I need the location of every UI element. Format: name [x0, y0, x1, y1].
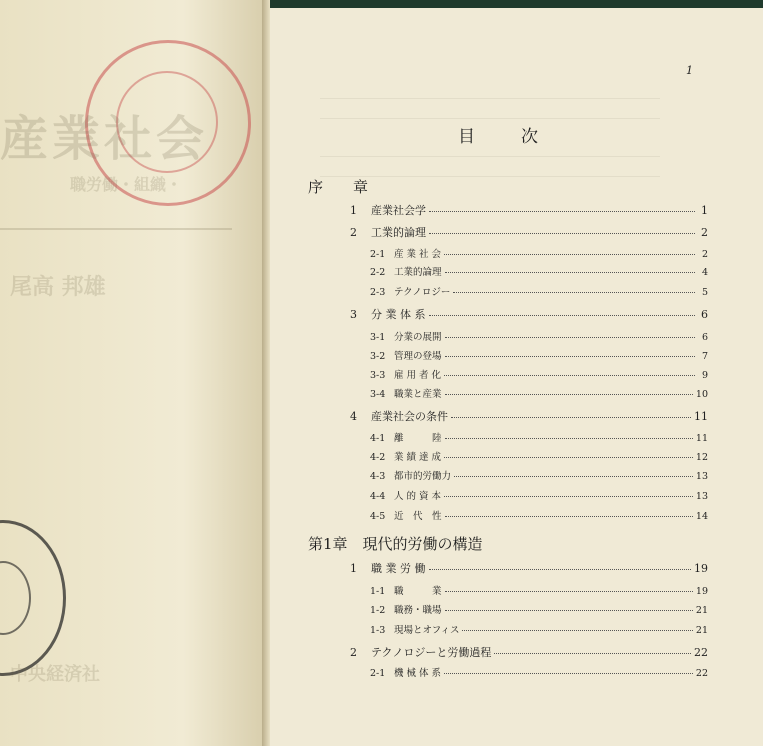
bleed-through-title: 産業社会 — [0, 111, 209, 167]
entry-label: 機 械 体 系 — [394, 668, 442, 679]
entry-label: 工業的論理 — [371, 226, 426, 239]
dot-leader — [445, 356, 695, 357]
chapter-heading: 序 章 — [308, 178, 369, 196]
entry-number: 2-3 — [370, 287, 386, 298]
dot-leader — [445, 610, 693, 611]
entry-number: 2 — [350, 646, 357, 659]
dot-leader — [444, 375, 695, 376]
entry-page: 9 — [701, 370, 708, 381]
bleed-through-line — [320, 118, 660, 119]
entry-number: 2-2 — [370, 267, 386, 278]
bleed-through-publisher: 中央経済社 — [10, 664, 100, 685]
entry-number: 3 — [350, 308, 357, 321]
dot-leader — [429, 315, 696, 316]
entry-label: 分 業 体 系 — [371, 308, 426, 321]
toc-entry — [370, 329, 708, 343]
toc-entry — [350, 560, 708, 576]
entry-number: 4 — [350, 410, 357, 423]
entry-number: 4-1 — [370, 433, 386, 444]
dot-leader — [494, 653, 691, 654]
entry-number: 4-3 — [370, 471, 386, 482]
entry-page: 10 — [695, 389, 708, 400]
dot-leader — [454, 476, 693, 477]
entry-label: 都市的労働力 — [394, 471, 452, 482]
entry-page: 6 — [701, 332, 708, 343]
toc-entry — [370, 430, 708, 444]
entry-page: 21 — [695, 605, 708, 616]
chapter-heading: 第1章 現代的労働の構造 — [308, 535, 483, 553]
toc-entry — [350, 224, 708, 240]
bleed-through-rule — [0, 228, 232, 230]
entry-page: 2 — [701, 226, 708, 239]
entry-label: 工業的論理 — [394, 267, 442, 278]
entry-number: 2 — [350, 226, 357, 239]
bleed-through-line — [320, 176, 660, 177]
entry-label: テクノロジー — [394, 287, 451, 298]
entry-label: 管理の登場 — [394, 351, 442, 362]
entry-page: 6 — [701, 308, 708, 321]
library-stamp-black — [0, 520, 66, 676]
bleed-through-line — [320, 156, 660, 157]
dot-leader — [429, 569, 692, 570]
entry-label: 産業社会の条件 — [371, 410, 448, 423]
toc-entry — [350, 644, 708, 660]
dot-leader — [444, 254, 695, 255]
toc-entry — [370, 602, 708, 616]
entry-label: 産 業 社 会 — [394, 249, 442, 260]
toc-entry — [370, 348, 708, 362]
entry-page: 4 — [701, 267, 708, 278]
dot-leader — [462, 630, 692, 631]
entry-number: 2-1 — [370, 668, 386, 679]
toc-entry — [370, 264, 708, 278]
toc-entry — [370, 367, 708, 381]
entry-label: 業 績 達 成 — [394, 452, 442, 463]
toc-entry — [370, 449, 708, 463]
entry-number: 1-3 — [370, 625, 386, 636]
toc-entry — [370, 468, 708, 482]
entry-page: 19 — [695, 586, 708, 597]
toc-entry — [350, 306, 708, 322]
entry-label: 離 陸 — [394, 433, 442, 444]
dot-leader — [445, 272, 695, 273]
entry-number: 4-5 — [370, 511, 386, 522]
toc-entry — [370, 508, 708, 522]
entry-page: 22 — [694, 646, 708, 659]
entry-page: 1 — [701, 204, 708, 217]
entry-label: 人 的 資 本 — [394, 491, 442, 502]
toc-entry — [350, 202, 708, 218]
dot-leader — [429, 233, 695, 234]
entry-page: 12 — [695, 452, 708, 463]
entry-label: 職務・職場 — [394, 605, 442, 616]
dot-leader — [451, 417, 691, 418]
toc-entry — [370, 622, 708, 636]
entry-page: 21 — [695, 625, 708, 636]
page-number: 1 — [686, 64, 693, 77]
entry-label: 分業の展開 — [394, 332, 442, 343]
toc-entry — [370, 246, 708, 260]
dot-leader — [444, 457, 693, 458]
entry-number: 3-2 — [370, 351, 386, 362]
entry-number: 4-2 — [370, 452, 386, 463]
entry-number: 3-1 — [370, 332, 386, 343]
bleed-through-subtitle: 職労働・組織・ — [70, 175, 183, 194]
toc-entry — [370, 488, 708, 502]
entry-page: 13 — [695, 491, 708, 502]
entry-label: テクノロジーと労働過程 — [371, 646, 492, 659]
toc-entry — [370, 665, 708, 679]
entry-number: 2-1 — [370, 249, 386, 260]
entry-label: 近 代 性 — [394, 511, 442, 522]
entry-number: 4-4 — [370, 491, 386, 502]
entry-page: 14 — [695, 511, 708, 522]
entry-number: 1 — [350, 204, 357, 217]
entry-label: 職 業 — [394, 586, 442, 597]
bleed-through-author: 尾高 邦雄 — [10, 274, 106, 300]
entry-number: 3-3 — [370, 370, 386, 381]
entry-label: 雇 用 者 化 — [394, 370, 442, 381]
entry-number: 1-2 — [370, 605, 386, 616]
entry-page: 7 — [701, 351, 708, 362]
cover-edge — [270, 0, 763, 8]
dot-leader — [445, 516, 693, 517]
bleed-through-line — [320, 98, 660, 99]
toc-title: 目次 — [458, 127, 584, 147]
dot-leader — [444, 496, 693, 497]
entry-page: 11 — [694, 410, 708, 423]
left-page — [0, 0, 262, 746]
dot-leader — [445, 394, 693, 395]
entry-page: 22 — [695, 668, 708, 679]
entry-number: 1-1 — [370, 586, 386, 597]
toc-entry — [370, 284, 708, 298]
entry-number: 3-4 — [370, 389, 386, 400]
entry-label: 職業と産業 — [394, 389, 442, 400]
entry-page: 19 — [694, 562, 708, 575]
entry-page: 2 — [701, 249, 708, 260]
entry-label: 産業社会学 — [371, 204, 426, 217]
entry-number: 1 — [350, 562, 357, 575]
dot-leader — [429, 211, 695, 212]
entry-label: 職 業 労 働 — [371, 562, 426, 575]
dot-leader — [445, 337, 695, 338]
book-spine — [262, 0, 270, 746]
entry-page: 11 — [695, 433, 708, 444]
toc-entry — [350, 408, 708, 424]
dot-leader — [445, 591, 693, 592]
entry-page: 5 — [701, 287, 708, 298]
dot-leader — [453, 292, 695, 293]
entry-label: 現場とオフィス — [394, 625, 460, 636]
entry-page: 13 — [695, 471, 708, 482]
toc-entry — [370, 386, 708, 400]
dot-leader — [444, 673, 693, 674]
toc-entry — [370, 583, 708, 597]
dot-leader — [445, 438, 693, 439]
